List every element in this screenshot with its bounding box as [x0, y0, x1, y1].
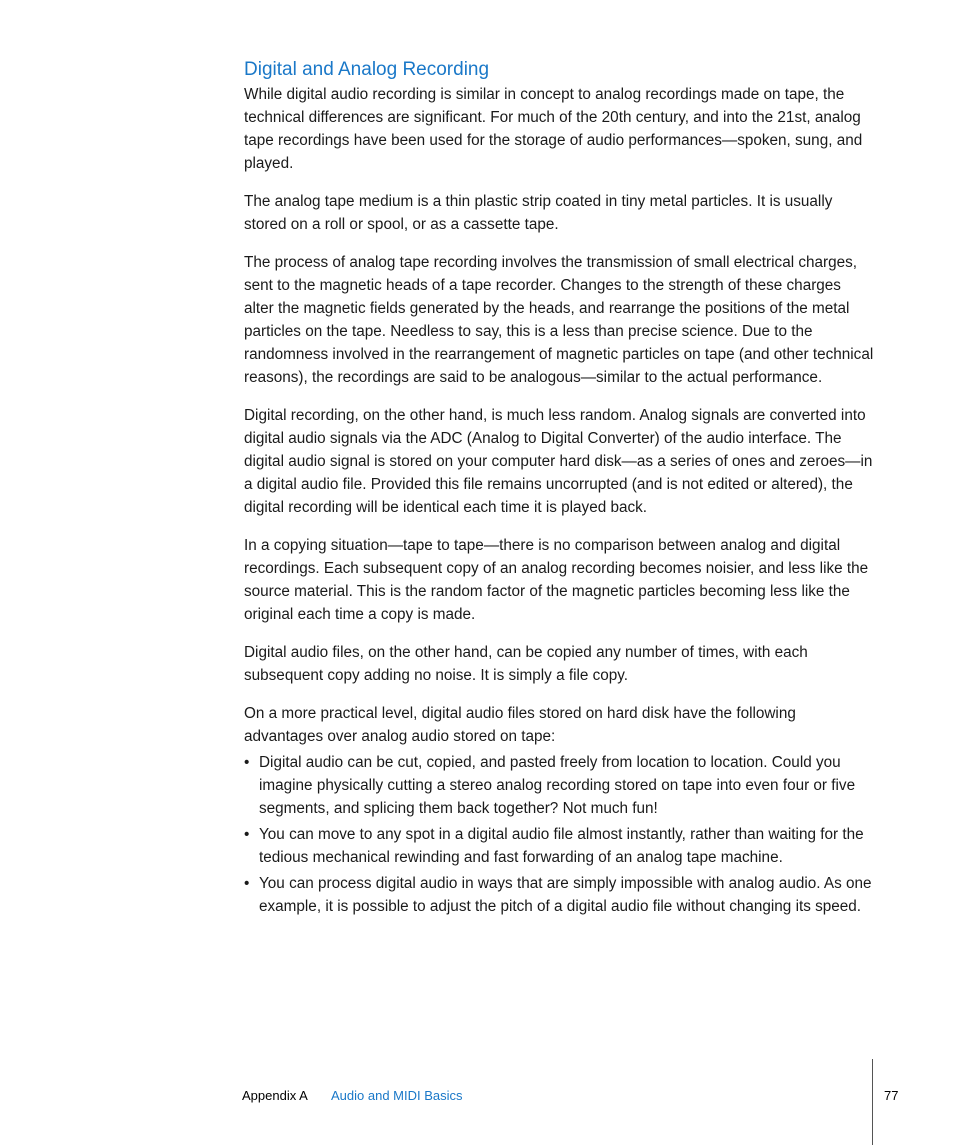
bullet-item: [244, 823, 874, 869]
paragraph: In a copying situation—tape to tape—there is no comparison between analog and digital recordings. Each subsequent copy of an analog recording becomes noisier, and less like the source material. This is the random factor of the magnetic particles becoming less like the original each time a copy is made.: [244, 537, 869, 623]
paragraph: The process of analog tape recording involves the transmission of small electrical charges, sent to the magnetic heads of a tape recorder. Changes to the strength of these charges alter the magnetic fields generated by the heads, and rearrange the positions of the metal particles on the tape. Needless to say, this is a less than precise science. Due to the randomness involved in the rearrangement of magnetic particles on tape (and other technical reasons), the recordings are said to be analogous—similar to the actual performance.: [244, 254, 874, 386]
bullet-item: [244, 751, 874, 820]
bullet-list: [244, 751, 874, 918]
bullet-item: [244, 872, 874, 918]
page-content: [244, 58, 874, 921]
bullet-text: Digital audio can be cut, copied, and pasted freely from location to location. Could you imagine physically cutting a stereo analog recording stored on tape into even four or five segments, and splicing them back together? Not much fun!: [259, 754, 856, 817]
bullet-icon: •: [244, 754, 250, 771]
paragraph: The analog tape medium is a thin plastic strip coated in tiny metal particles. It is usually stored on a roll or spool, or as a cassette tape.: [244, 193, 833, 233]
footer-section-label: Appendix A: [242, 1088, 308, 1103]
paragraph: Digital audio files, on the other hand, can be copied any number of times, with each subsequent copy adding no noise. It is simply a file copy.: [244, 644, 808, 684]
bullet-text: You can move to any spot in a digital audio file almost instantly, rather than waiting for the tedious mechanical rewinding and fast forwarding of an analog tape machine.: [259, 826, 864, 866]
footer-chapter-link[interactable]: Audio and MIDI Basics: [331, 1088, 463, 1103]
paragraph: Digital recording, on the other hand, is much less random. Analog signals are converted into digital audio signals via the ADC (Analog to Digital Converter) of the audio interface. The digital audio signal is stored on your computer hard disk—as a series of ones and zeroes—in a digital audio file. Provided this file remains uncorrupted (and is not edited or altered), the digital recording will be identical each time it is played back.: [244, 407, 873, 516]
bullet-icon: •: [244, 875, 250, 892]
section-heading: Digital and Analog Recording: [244, 59, 490, 80]
bullet-text: You can process digital audio in ways that are simply impossible with analog audio. As one example, it is possible to adjust the pitch of a digital audio file without changing its speed.: [259, 875, 872, 915]
page-number: 77: [884, 1088, 899, 1103]
paragraph: While digital audio recording is similar in concept to analog recordings made on tape, the technical differences are significant. For much of the 20th century, and into the 21st, analog tape recordings have been used for the storage of audio performances—spoken, sung, and played.: [244, 86, 863, 172]
bullet-icon: •: [244, 826, 250, 843]
paragraph: On a more practical level, digital audio files stored on hard disk have the following advantages over analog audio stored on tape:: [244, 705, 796, 745]
page-footer: [0, 1088, 954, 1108]
